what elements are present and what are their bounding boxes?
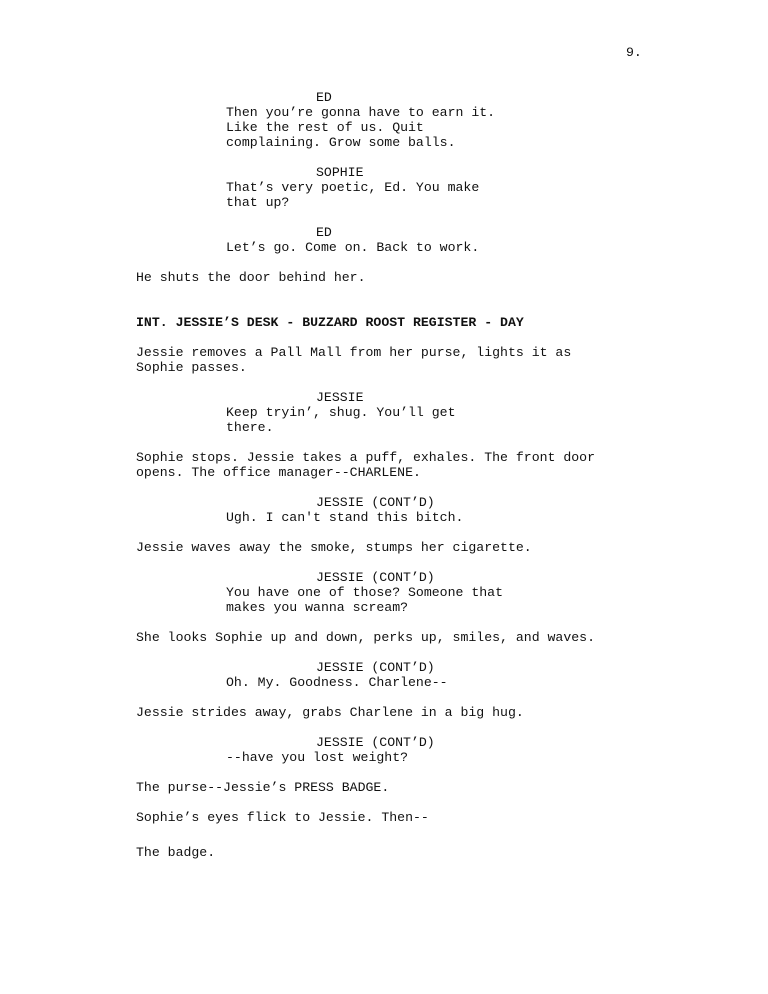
character-cue: JESSIE (CONT’D) [316,735,435,750]
character-cue: JESSIE (CONT’D) [316,660,435,675]
dialogue: That’s very poetic, Ed. You make that up? [226,180,480,210]
dialogue: Then you’re gonna have to earn it. Like the rest of us. Quit complaining. Grow some balls. [226,105,496,150]
action-line: He shuts the door behind her. [136,270,366,285]
dialogue: Ugh. I can't stand this bitch. [226,510,464,525]
character-cue: JESSIE [316,390,364,405]
action-line: Sophie stops. Jessie takes a puff, exhales. The front door opens. The office manager--CHARLENE. [136,450,595,480]
character-cue: JESSIE (CONT’D) [316,495,435,510]
action-line: The purse--Jessie’s PRESS BADGE. [136,780,390,795]
dialogue: --have you lost weight? [226,750,409,765]
action-line: She looks Sophie up and down, perks up, smiles, and waves. [136,630,595,645]
action-line: Jessie removes a Pall Mall from her purse, lights it as Sophie passes. [136,345,572,375]
dialogue: Oh. My. Goodness. Charlene-- [226,675,448,690]
action-line: Jessie strides away, grabs Charlene in a big hug. [136,705,524,720]
dialogue: Keep tryin’, shug. You’ll get there. [226,405,456,435]
action-line: Sophie’s eyes flick to Jessie. Then-- [136,810,429,825]
page-number: 9. [626,45,642,60]
character-cue: ED [316,225,332,240]
character-cue: JESSIE (CONT’D) [316,570,435,585]
scene-heading: INT. JESSIE’S DESK - BUZZARD ROOST REGISTER - DAY [136,315,524,330]
dialogue: You have one of those? Someone that makes you wanna scream? [226,585,503,615]
character-cue: ED [316,90,332,105]
action-line: The badge. [136,845,216,860]
character-cue: SOPHIE [316,165,364,180]
action-line: Jessie waves away the smoke, stumps her cigarette. [136,540,532,555]
dialogue: Let’s go. Come on. Back to work. [226,240,480,255]
